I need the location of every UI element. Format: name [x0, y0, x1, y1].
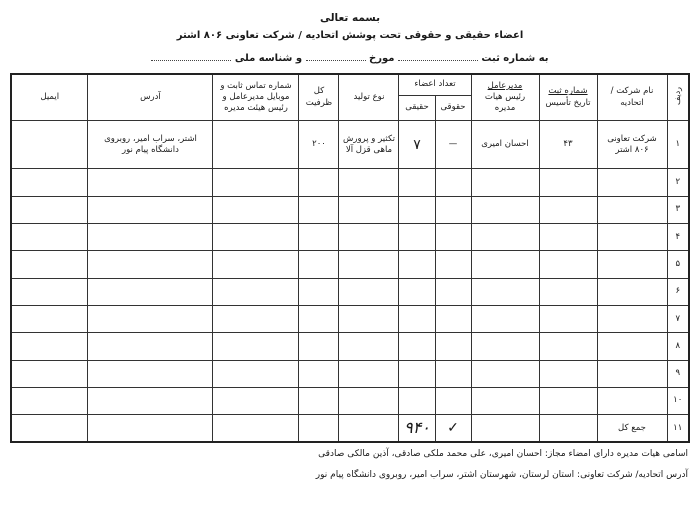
real-cell[interactable]: ۷: [399, 121, 435, 169]
col-contact: شماره تماس ثابت و موبایل مدیرعامل و رئیس هیئت مدیره: [213, 74, 299, 121]
ceo-cell[interactable]: احسان امیری: [471, 121, 539, 169]
contact-cell[interactable]: [213, 121, 299, 169]
col-reg-est: [539, 74, 597, 121]
col-capacity-total-label: کل: [313, 86, 325, 97]
total-label: جمع کل: [597, 415, 667, 442]
total-legal-mark[interactable]: ✓: [435, 415, 471, 442]
row-number: ۷: [667, 305, 689, 332]
email-cell[interactable]: [11, 121, 88, 169]
table-row: [11, 360, 689, 387]
table-row: [11, 333, 689, 360]
product-cell[interactable]: تکثیر و پرورش ماهی قزل آلا: [339, 121, 399, 169]
page-title: اعضاء حقیقی و حقوقی تحت پوشش اتحادیه / شرکت تعاونی ۸۰۶ اشتر: [176, 30, 524, 41]
col-ceo-chair: [471, 74, 539, 121]
col-address: آدرس: [88, 74, 213, 121]
capacity-cell[interactable]: ۲۰۰: [299, 121, 339, 169]
row-number: ۲: [667, 169, 689, 196]
board-members-note: اسامی هیات مدیره دارای امضاء مجاز: احسان امیری، علی محمد ملکی صادقی، آذین مالکی صادقی: [318, 449, 688, 459]
col-company-name: نام شرکت / اتحادیه: [597, 74, 667, 121]
national-id-label: و شناسه ملی: [234, 53, 303, 64]
table-header-row: [11, 74, 689, 96]
table-row: [11, 387, 689, 414]
cooperative-address: آدرس اتحادیه/ شرکت تعاونی: استان لرستان، شهرستان اشتر، سراب امیر، روبروی دانشگاه پیام نور: [315, 470, 688, 480]
bismillah: بسمه تعالی: [319, 12, 381, 24]
date-label: مورخ: [369, 53, 395, 64]
row-number: ۱۱: [667, 415, 689, 442]
address-cell[interactable]: اشتر، سراب امیر، روبروی دانشگاه پیام نور: [88, 121, 213, 169]
row-number: ۱: [667, 121, 689, 169]
col-product-type: نوع تولید: [339, 74, 399, 121]
reg-number-blank[interactable]: [398, 60, 478, 61]
col-members-count: تعداد اعضاء: [399, 74, 471, 96]
row-number: ۴: [667, 224, 689, 251]
table-row: [11, 278, 689, 305]
row-number: ۸: [667, 333, 689, 360]
col-ceo-label: مدیرعامل: [487, 80, 523, 91]
reg-label: به شماره ثبت: [481, 53, 549, 64]
col-capacity-label: ظرفیت: [305, 97, 333, 108]
table-row: [11, 251, 689, 278]
total-real-value[interactable]: ۹۴۰: [399, 415, 435, 442]
col-email: ایمیل: [11, 74, 88, 121]
table-row: [11, 169, 689, 196]
total-row: [11, 415, 689, 442]
registration-line: [0, 53, 700, 64]
company-cell[interactable]: شرکت تعاونی ۸۰۶ اشتر: [597, 121, 667, 169]
col-chair-label: رئیس هیات مدیره: [484, 91, 526, 114]
col-legal: حقوقی: [435, 96, 471, 121]
row-number: ۳: [667, 196, 689, 223]
col-reg-no-label: شماره ثبت: [548, 86, 588, 97]
legal-cell[interactable]: —: [435, 121, 471, 169]
table-row: [11, 121, 689, 169]
row-number: ۹: [667, 360, 689, 387]
members-table: [10, 73, 690, 443]
date-blank[interactable]: [306, 60, 366, 61]
table-row: [11, 305, 689, 332]
col-capacity: [299, 74, 339, 121]
col-real: حقیقی: [399, 96, 435, 121]
table-row: [11, 196, 689, 223]
col-est-date-label: تاریخ تأسیس: [545, 97, 591, 108]
reg-cell[interactable]: ۴۳: [539, 121, 597, 169]
row-number: ۵: [667, 251, 689, 278]
national-id-blank[interactable]: [151, 60, 231, 61]
col-row-no: ردیف: [667, 74, 689, 121]
row-number: ۶: [667, 278, 689, 305]
table-row: [11, 224, 689, 251]
row-number: ۱۰: [667, 387, 689, 414]
